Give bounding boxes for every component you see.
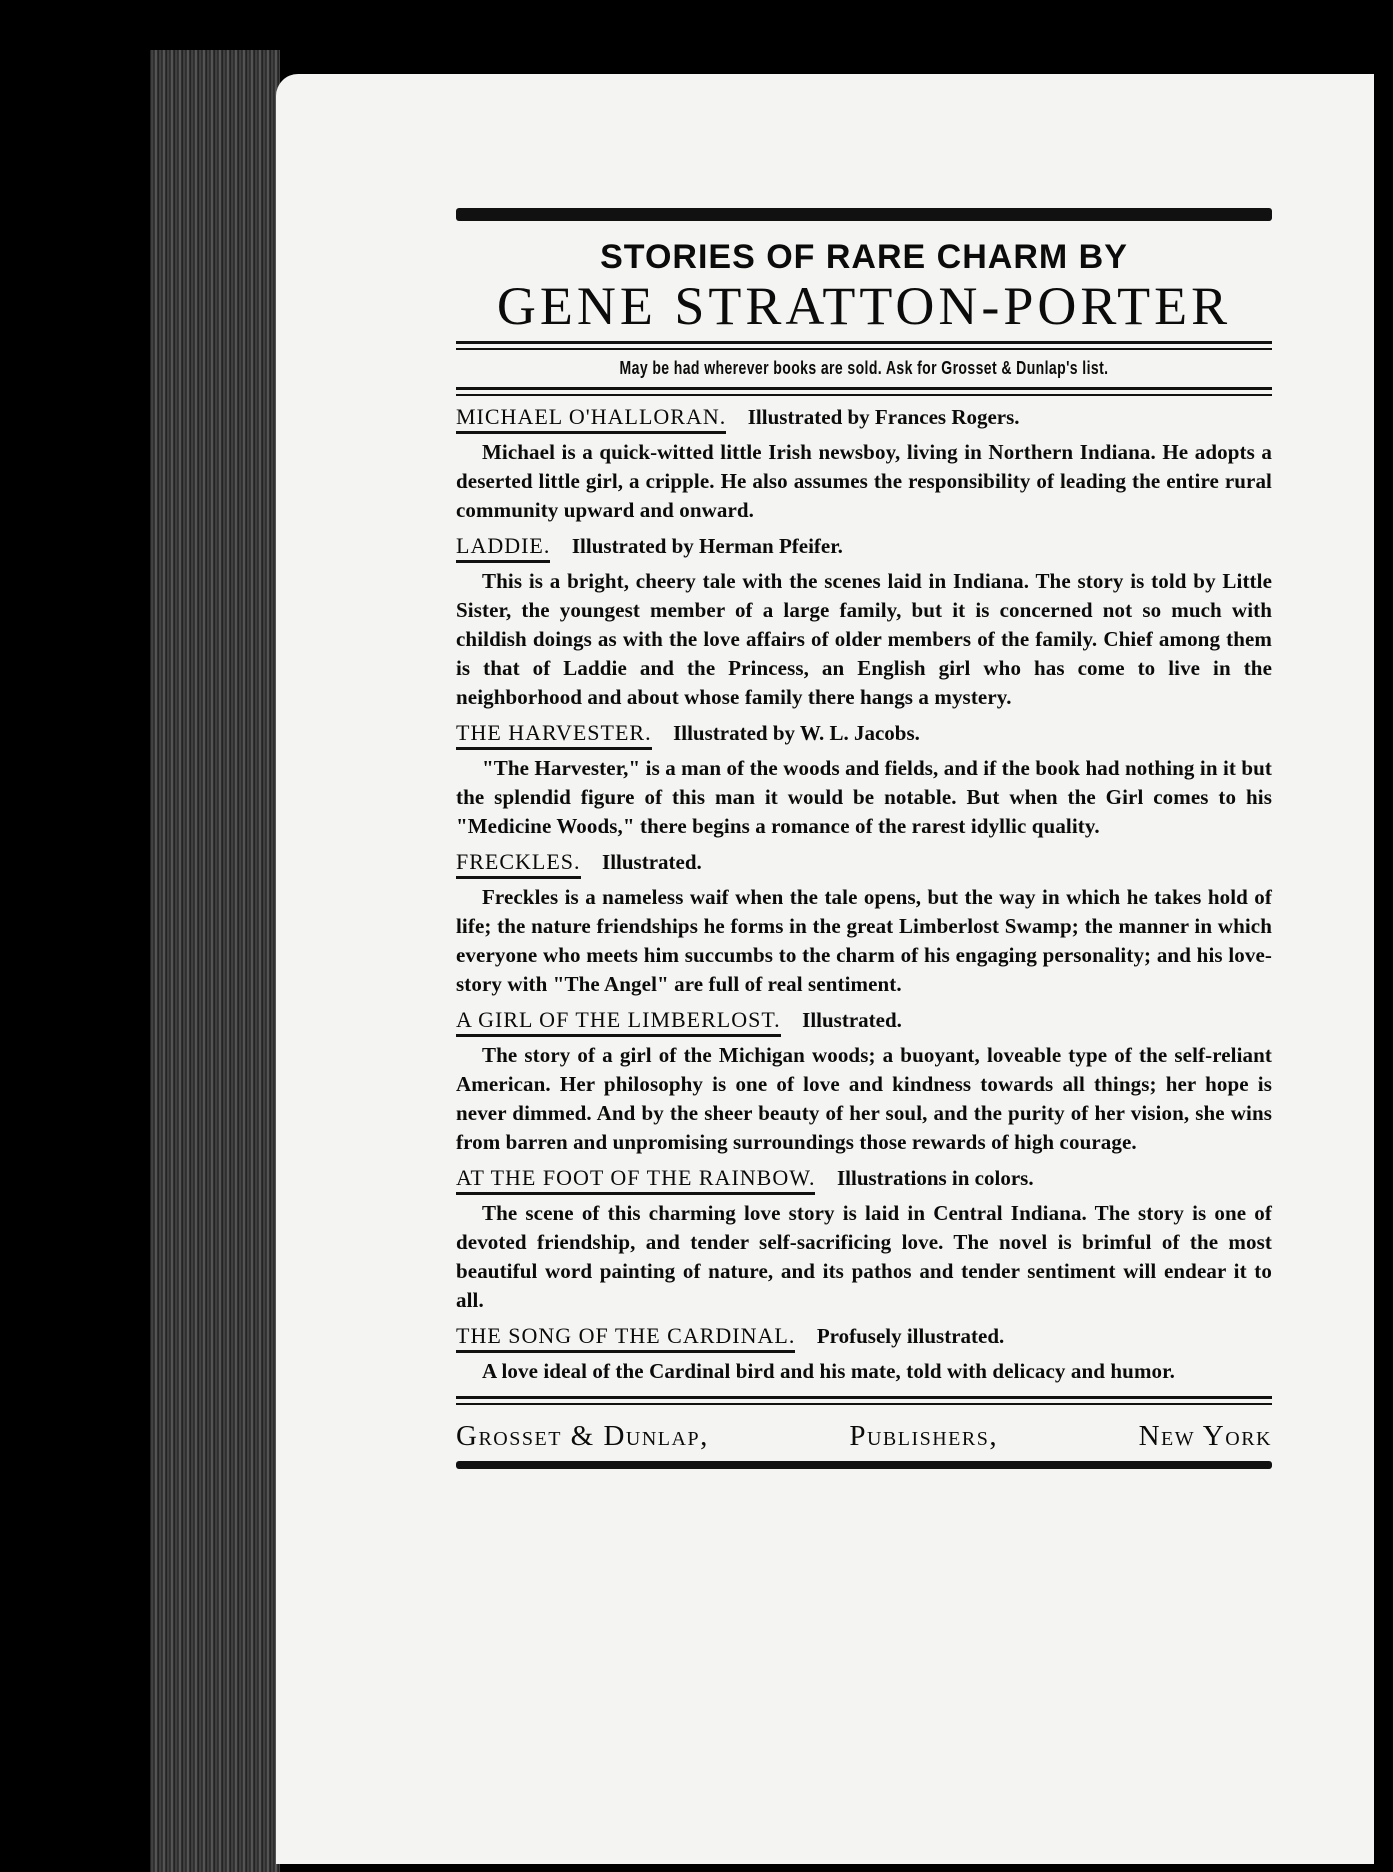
book-title: FRECKLES. bbox=[456, 849, 581, 879]
advertisement-block bbox=[456, 208, 1272, 1469]
book-description: The scene of this charming love story is laid in Central Indiana. The story is one of devoted friendship, and tender self-sacrificing love. The novel is brimful of the most beautiful word painting of nature, and its pathos and tender sentiment will endear it to all. bbox=[456, 1201, 1272, 1312]
book-entry bbox=[456, 1321, 1272, 1386]
book-entry bbox=[456, 402, 1272, 525]
entry-heading bbox=[456, 718, 1272, 748]
book-entry bbox=[456, 531, 1272, 712]
book-entry bbox=[456, 1163, 1272, 1315]
book-title: THE HARVESTER. bbox=[456, 720, 652, 750]
entry-heading bbox=[456, 847, 1272, 877]
heading-rule-2 bbox=[456, 348, 1272, 350]
book-entry bbox=[456, 847, 1272, 999]
book-title: LADDIE. bbox=[456, 533, 550, 563]
availability-note: May be had wherever books are sold. Ask for Grosset & Dunlap's list. bbox=[619, 358, 1109, 378]
illustration-note: Illustrated by Herman Pfeifer. bbox=[571, 534, 843, 558]
entry-heading bbox=[456, 402, 1272, 432]
book-description: This is a bright, cheery tale with the scenes laid in Indiana. The story is told by Little Sister, the youngest member of a large family, but it is concerned not so much with childish doings as with the love affairs of older members of the family. Chief among them is that of Laddie and the Princess, an English girl who has come to live in the neighborhood and about whose family there hangs a mystery. bbox=[456, 569, 1272, 709]
book-description: Michael is a quick-witted little Irish newsboy, living in Northern Indiana. He adopts a deserted little girl, a cripple. He also assumes the responsibility of leading the entire rural community upward and onward. bbox=[456, 440, 1272, 522]
entry-heading bbox=[456, 531, 1272, 561]
illustration-note: Illustrated by Frances Rogers. bbox=[747, 405, 1020, 429]
availability-rule-1 bbox=[456, 387, 1272, 390]
heading-author: GENE STRATTON-PORTER bbox=[496, 276, 1232, 336]
entry-heading bbox=[456, 1163, 1272, 1193]
bottom-border-rule bbox=[456, 1461, 1272, 1469]
book-title: THE SONG OF THE CARDINAL. bbox=[456, 1323, 795, 1353]
illustration-note: Illustrated. bbox=[802, 1008, 902, 1032]
illustration-note: Illustrated by W. L. Jacobs. bbox=[673, 721, 920, 745]
illustration-note: Profusely illustrated. bbox=[816, 1324, 1005, 1348]
entry-heading bbox=[456, 1321, 1272, 1351]
publisher-name: Grosset & Dunlap, bbox=[456, 1420, 709, 1452]
entry-heading bbox=[456, 1005, 1272, 1035]
availability-rule-2 bbox=[456, 394, 1272, 396]
illustration-note: Illustrations in colors. bbox=[836, 1166, 1034, 1190]
book-entry bbox=[456, 1005, 1272, 1157]
book-description: A love ideal of the Cardinal bird and his mate, told with delicacy and humor. bbox=[482, 1359, 1175, 1383]
footer-rule-1 bbox=[456, 1396, 1272, 1399]
book-title: MICHAEL O'HALLORAN. bbox=[456, 404, 726, 434]
footer-rule-2 bbox=[456, 1403, 1272, 1405]
book-fore-edge bbox=[150, 50, 280, 1872]
book-title: AT THE FOOT OF THE RAINBOW. bbox=[456, 1165, 815, 1195]
book-description: The story of a girl of the Michigan woods; a buoyant, loveable type of the self-reliant American. Her philosophy is one of love and kindness towards all things; her hope is never dimmed. And by the sheer beauty of her soul, and the purity of her vision, she wins from barren and unpromising surroundings those rewards of high courage. bbox=[456, 1043, 1272, 1154]
book-title: A GIRL OF THE LIMBERLOST. bbox=[456, 1007, 781, 1037]
heading-subtitle: STORIES OF RARE CHARM BY bbox=[600, 238, 1128, 276]
heading-rule-1 bbox=[456, 341, 1272, 344]
publisher-role: Publishers, bbox=[849, 1420, 999, 1452]
illustration-note: Illustrated. bbox=[602, 850, 702, 874]
top-border-rule bbox=[456, 208, 1272, 221]
publisher-city: New York bbox=[1138, 1420, 1272, 1452]
publisher-footer bbox=[456, 1408, 1272, 1461]
book-description: Freckles is a nameless waif when the tale opens, but the way in which he takes hold of life; the nature friendships he forms in the great Limberlost Swamp; the manner in which everyone who meets him succumbs to the charm of his engaging personality; and his love-story with "The Angel" are full of real sentiment. bbox=[456, 885, 1272, 996]
book-description: "The Harvester," is a man of the woods and fields, and if the book had nothing in it but the splendid figure of this man it would be notable. But when the Girl comes to his "Medicine Woods," there begins a romance of the rarest idyllic quality. bbox=[456, 756, 1272, 838]
book-entry bbox=[456, 718, 1272, 841]
